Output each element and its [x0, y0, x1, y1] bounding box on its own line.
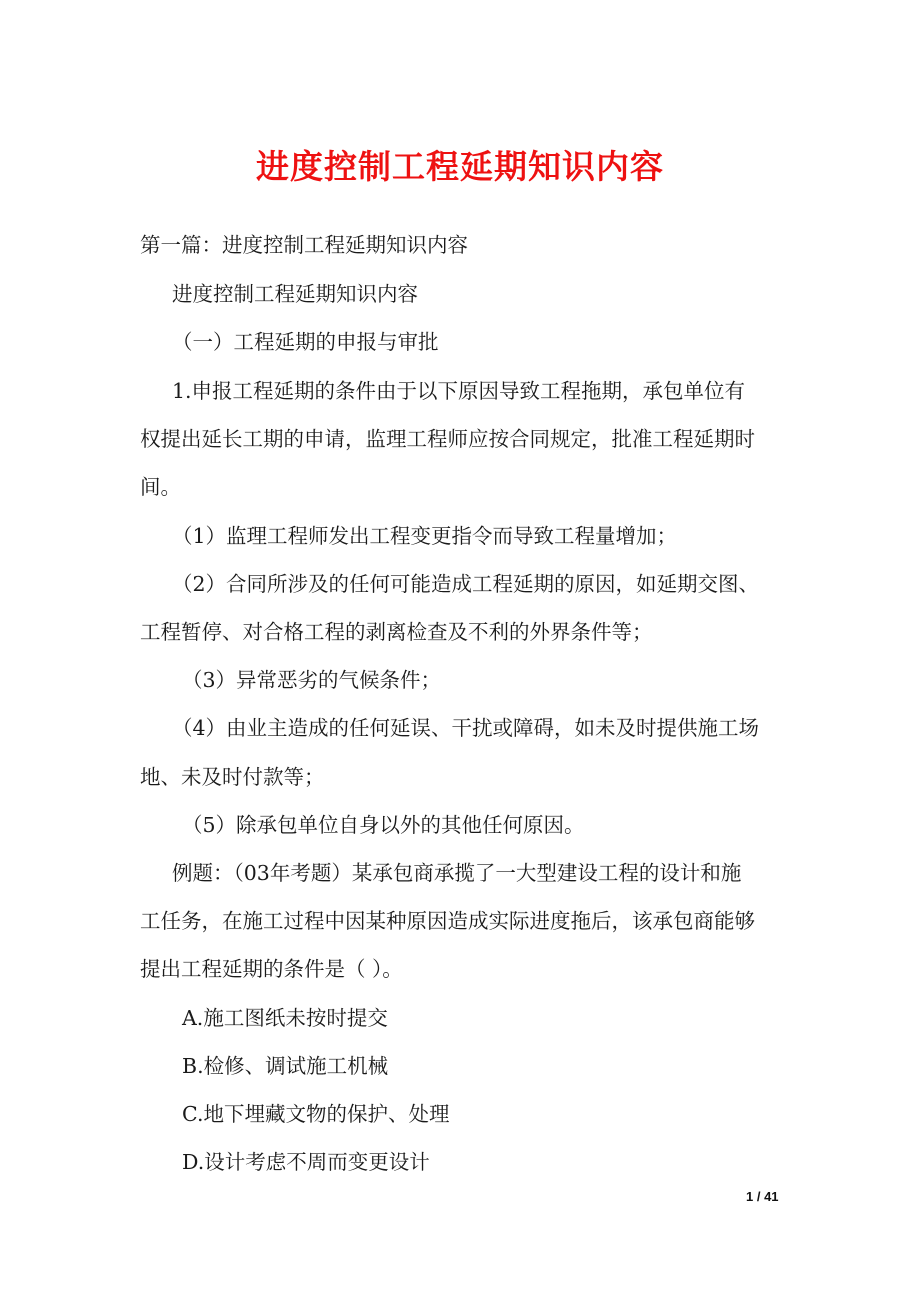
document-title: 进度控制工程延期知识内容: [256, 147, 664, 186]
paragraph-line: 例题：（03年考题）某承包商承揽了一大型建设工程的设计和施: [172, 861, 742, 885]
page-number-indicator: 1 / 41: [746, 1189, 779, 1204]
paragraph-line: C.地下埋藏文物的保护、处理: [182, 1102, 450, 1126]
paragraph-line: 间。: [140, 475, 181, 499]
paragraph-line: 1.申报工程延期的条件由于以下原因导致工程拖期，承包单位有: [172, 379, 746, 403]
paragraph-line: B.检修、调试施工机械: [182, 1054, 389, 1078]
paragraph-line: （一）工程延期的申报与审批: [172, 330, 439, 354]
paragraph-line: （5）除承包单位自身以外的其他任何原因。: [182, 813, 585, 837]
paragraph-line: 工程暂停、对合格工程的剥离检查及不利的外界条件等；: [140, 620, 653, 644]
paragraph-line: （4）由业主造成的任何延误、干扰或障碍，如未及时提供施工场: [172, 716, 760, 740]
paragraph-line: D.设计考虑不周而变更设计: [182, 1150, 430, 1174]
paragraph-line: 权提出延长工期的申请，监理工程师应按合同规定，批准工程延期时: [140, 427, 755, 451]
paragraph-line: 地、未及时付款等；: [140, 765, 325, 789]
paragraph-line: 进度控制工程延期知识内容: [172, 282, 418, 306]
paragraph-line: A.施工图纸未按时提交: [182, 1006, 388, 1030]
paragraph-line: 提出工程延期的条件是（ ）。: [140, 957, 403, 981]
paragraph-line: 第一篇：进度控制工程延期知识内容: [140, 233, 468, 257]
paragraph-line: （1）监理工程师发出工程变更指令而导致工程量增加；: [172, 524, 678, 548]
paragraph-line: （3）异常恶劣的气候条件；: [182, 668, 442, 692]
paragraph-line: （2）合同所涉及的任何可能造成工程延期的原因，如延期交图、: [172, 572, 760, 596]
paragraph-line: 工任务，在施工过程中因某种原因造成实际进度拖后，该承包商能够: [140, 909, 755, 933]
